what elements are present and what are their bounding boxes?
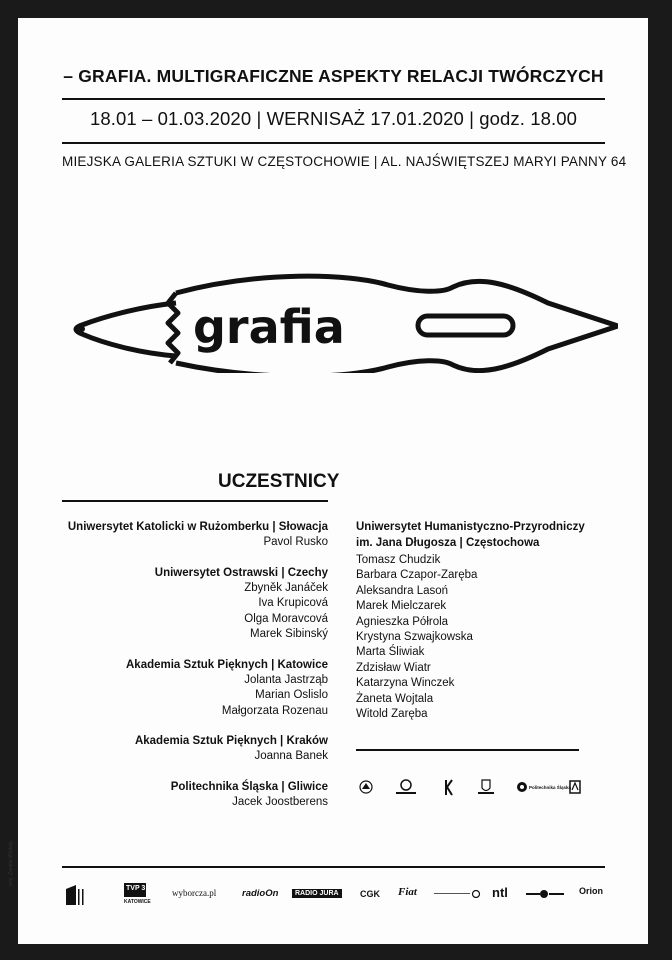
participant-name: Tomasz Chudzik (356, 554, 441, 566)
header-rule-1 (62, 98, 605, 100)
participant-name: Agnieszka Półrola (356, 615, 449, 628)
tvp3-sublabel: KATOWICE (124, 899, 151, 905)
institution-name: Politechnika Śląska | Gliwice (170, 780, 328, 793)
participant-name: Witold Zaręba (356, 708, 428, 721)
participants-left-column (58, 519, 328, 824)
institution-name: Uniwersytet Ostrawski | Czechy (154, 566, 328, 579)
exhibition-dates: 18.01 – 01.03.2020 | WERNISAŻ 17.01.2020 | godz. 18.00 (89, 108, 578, 129)
participant-name: Małgorzata Rozenau (221, 704, 328, 717)
right-column-rule (356, 749, 579, 751)
asp-krakow-logo-icon (570, 781, 580, 793)
participant-name: Jolanta Jastrząb (244, 673, 328, 686)
exhibition-venue: MIEJSKA GALERIA SZTUKI W CZĘSTOCHOWIE | AL. NAJŚWIĘTSZEJ MARYI PANNY 64 (62, 154, 627, 169)
cgk-logo: CGK (360, 889, 380, 899)
politechnika-slaska-logo-icon (517, 782, 527, 792)
participant-group (58, 733, 328, 765)
politechnika-slaska-label: Politechnika Śląska (529, 785, 572, 790)
participant-group (58, 779, 328, 811)
ntl-logo: ntl (492, 885, 508, 900)
participant-name: Aleksandra Lasoń (356, 584, 449, 597)
asp-katowice-logo-icon (446, 780, 452, 795)
pen-slit (418, 316, 513, 335)
participant-name: Joanna Banek (254, 750, 328, 762)
participant-group (58, 519, 328, 551)
fiat-logo: Fiat (398, 886, 417, 898)
participant-name: Marek Sibinský (250, 628, 328, 640)
participants-list (356, 553, 636, 722)
poster (8, 18, 648, 944)
participant-group (58, 565, 328, 643)
radio-merkury-logo-icon (526, 888, 564, 900)
orion-logo: Orion (579, 886, 603, 896)
participants-rule (62, 500, 328, 502)
radio-jura-logo: RADIO JURA (292, 889, 342, 898)
participant-name: Pavol Rusko (263, 536, 328, 548)
institution-name: Akademia Sztuk Pięknych | Kraków (134, 735, 328, 747)
participant-name: Marta Śliwiak (356, 646, 425, 659)
participant-name: Barbara Czapor-Zaręba (356, 569, 478, 582)
design-credit-text: proj. Żaneta Wojtala (8, 841, 14, 886)
czestochowa-logo-icon (434, 890, 484, 898)
partner-logos-row (358, 778, 588, 798)
institution-name: im. Jana Długosza | Częstochowa (356, 537, 540, 549)
exhibition-title: – GRAFIA. MULTIGRAFICZNE ASPEKTY RELACJI TWÓRCZYCH (63, 66, 604, 86)
participant-name: Zbyněk Janáček (244, 581, 328, 594)
tvp3-label: TVP 3 (126, 885, 146, 892)
participant-name: Jacek Joostberens (232, 795, 328, 808)
pencil-tip-outline (76, 303, 176, 356)
participant-name: Żaneta Wojtala (356, 692, 434, 705)
participant-name: Katarzyna Winczek (356, 677, 455, 690)
grafia-pen-logo (58, 263, 618, 373)
participant-name: Olga Moravcová (244, 612, 328, 625)
participants-right-column (356, 519, 636, 722)
participants-heading: UCZESTNICY (218, 471, 340, 492)
ostravska-univerzita-logo-icon (396, 780, 416, 794)
institution-name: Uniwersytet Humanistyczno-Przyrodniczy (356, 521, 585, 533)
header-rule-2 (62, 142, 605, 144)
participant-name: Krystyna Szwajkowska (356, 631, 473, 644)
institution-name: Uniwersytet Katolicki w Rużomberku | Słowacja (67, 521, 328, 533)
ujd-logo-icon (360, 781, 372, 793)
wyborcza-logo: wyborcza.pl (172, 888, 217, 898)
participant-name: Marek Mielczarek (356, 600, 447, 613)
participant-group (58, 657, 328, 720)
mgs-logo-icon (64, 883, 88, 907)
sponsors-row (58, 880, 618, 910)
footer-rule (62, 866, 605, 868)
participant-name: Marian Oslislo (255, 689, 328, 701)
pencil-tip-point (79, 326, 85, 332)
ku-ruzomberok-logo-icon (478, 780, 494, 794)
participant-name: Iva Krupicová (258, 597, 328, 609)
logo-wordmark: grafia (193, 300, 345, 354)
institution-name: Akademia Sztuk Pięknych | Katowice (126, 658, 328, 671)
participant-name: Zdzisław Wiatr (356, 661, 431, 674)
radio-on-logo: radioOn (242, 888, 279, 899)
